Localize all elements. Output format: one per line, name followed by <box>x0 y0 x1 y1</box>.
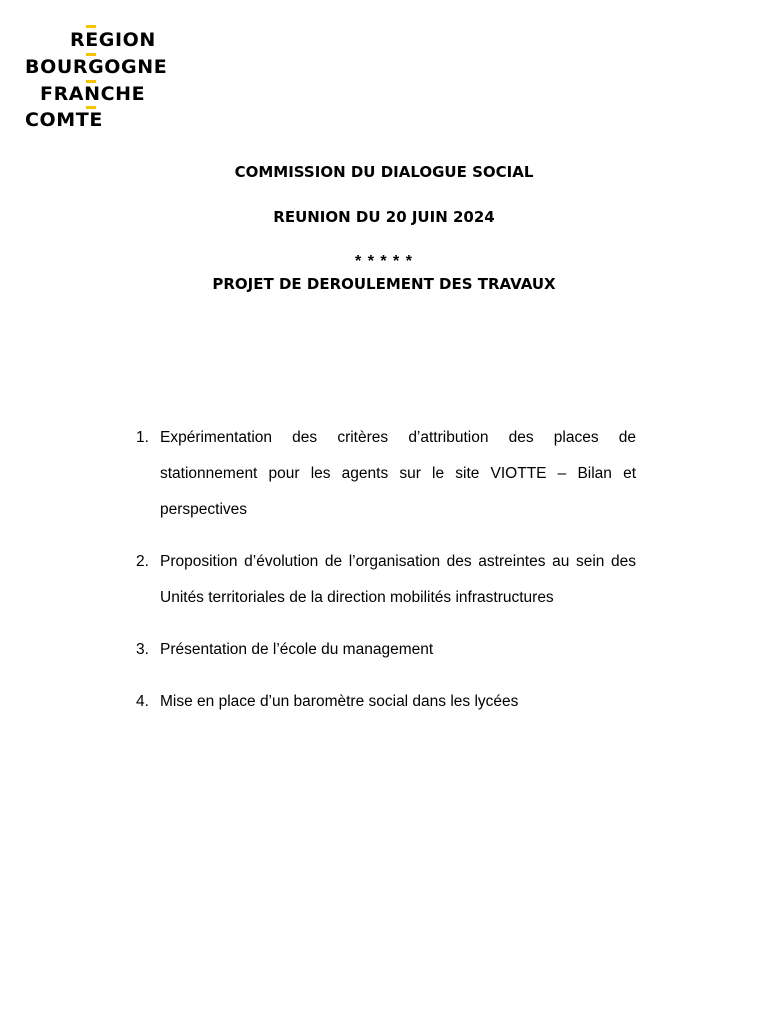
agenda-item-text: Présentation de l’école du management <box>160 641 434 658</box>
logo-line-comte: COMTE <box>25 109 103 131</box>
logo-accent-bar-franche <box>86 106 96 109</box>
logo-accent-bar-region <box>86 53 96 56</box>
agenda-item-number: 3. <box>136 641 149 658</box>
agenda-item-number: 1. <box>136 429 149 446</box>
separator-stars: * * * * * <box>355 253 413 270</box>
meeting-date: REUNION DU 20 JUIN 2024 <box>273 208 495 226</box>
logo-line-region: REGION <box>70 29 156 51</box>
agenda-item <box>136 420 636 528</box>
logo-line-bourgogne: BOURGOGNE <box>25 56 168 78</box>
logo-accent-bar-bourgogne <box>86 80 96 83</box>
agenda-item <box>136 544 636 616</box>
logo-line-franche: FRANCHE <box>40 83 146 105</box>
agenda-item-text: Expérimentation des critères d’attribution des places de stationnement pour les agents sur le site VIOTTE – Bilan et perspectives <box>160 429 636 518</box>
agenda-list <box>136 420 636 736</box>
agenda-item-number: 4. <box>136 693 149 710</box>
agenda-item <box>136 632 636 668</box>
project-title: PROJET DE DEROULEMENT DES TRAVAUX <box>212 275 556 293</box>
region-logo <box>0 0 200 140</box>
agenda-item-text: Mise en place d’un baromètre social dans les lycées <box>160 693 519 710</box>
commission-title: COMMISSION DU DIALOGUE SOCIAL <box>234 163 534 181</box>
agenda-item-text: Proposition d’évolution de l’organisation des astreintes au sein des Unités territoriales de la direction mobilités infrastructures <box>160 553 636 606</box>
logo-accent-bar-top <box>86 25 96 28</box>
agenda-item-number: 2. <box>136 553 149 570</box>
agenda-item <box>136 684 636 720</box>
